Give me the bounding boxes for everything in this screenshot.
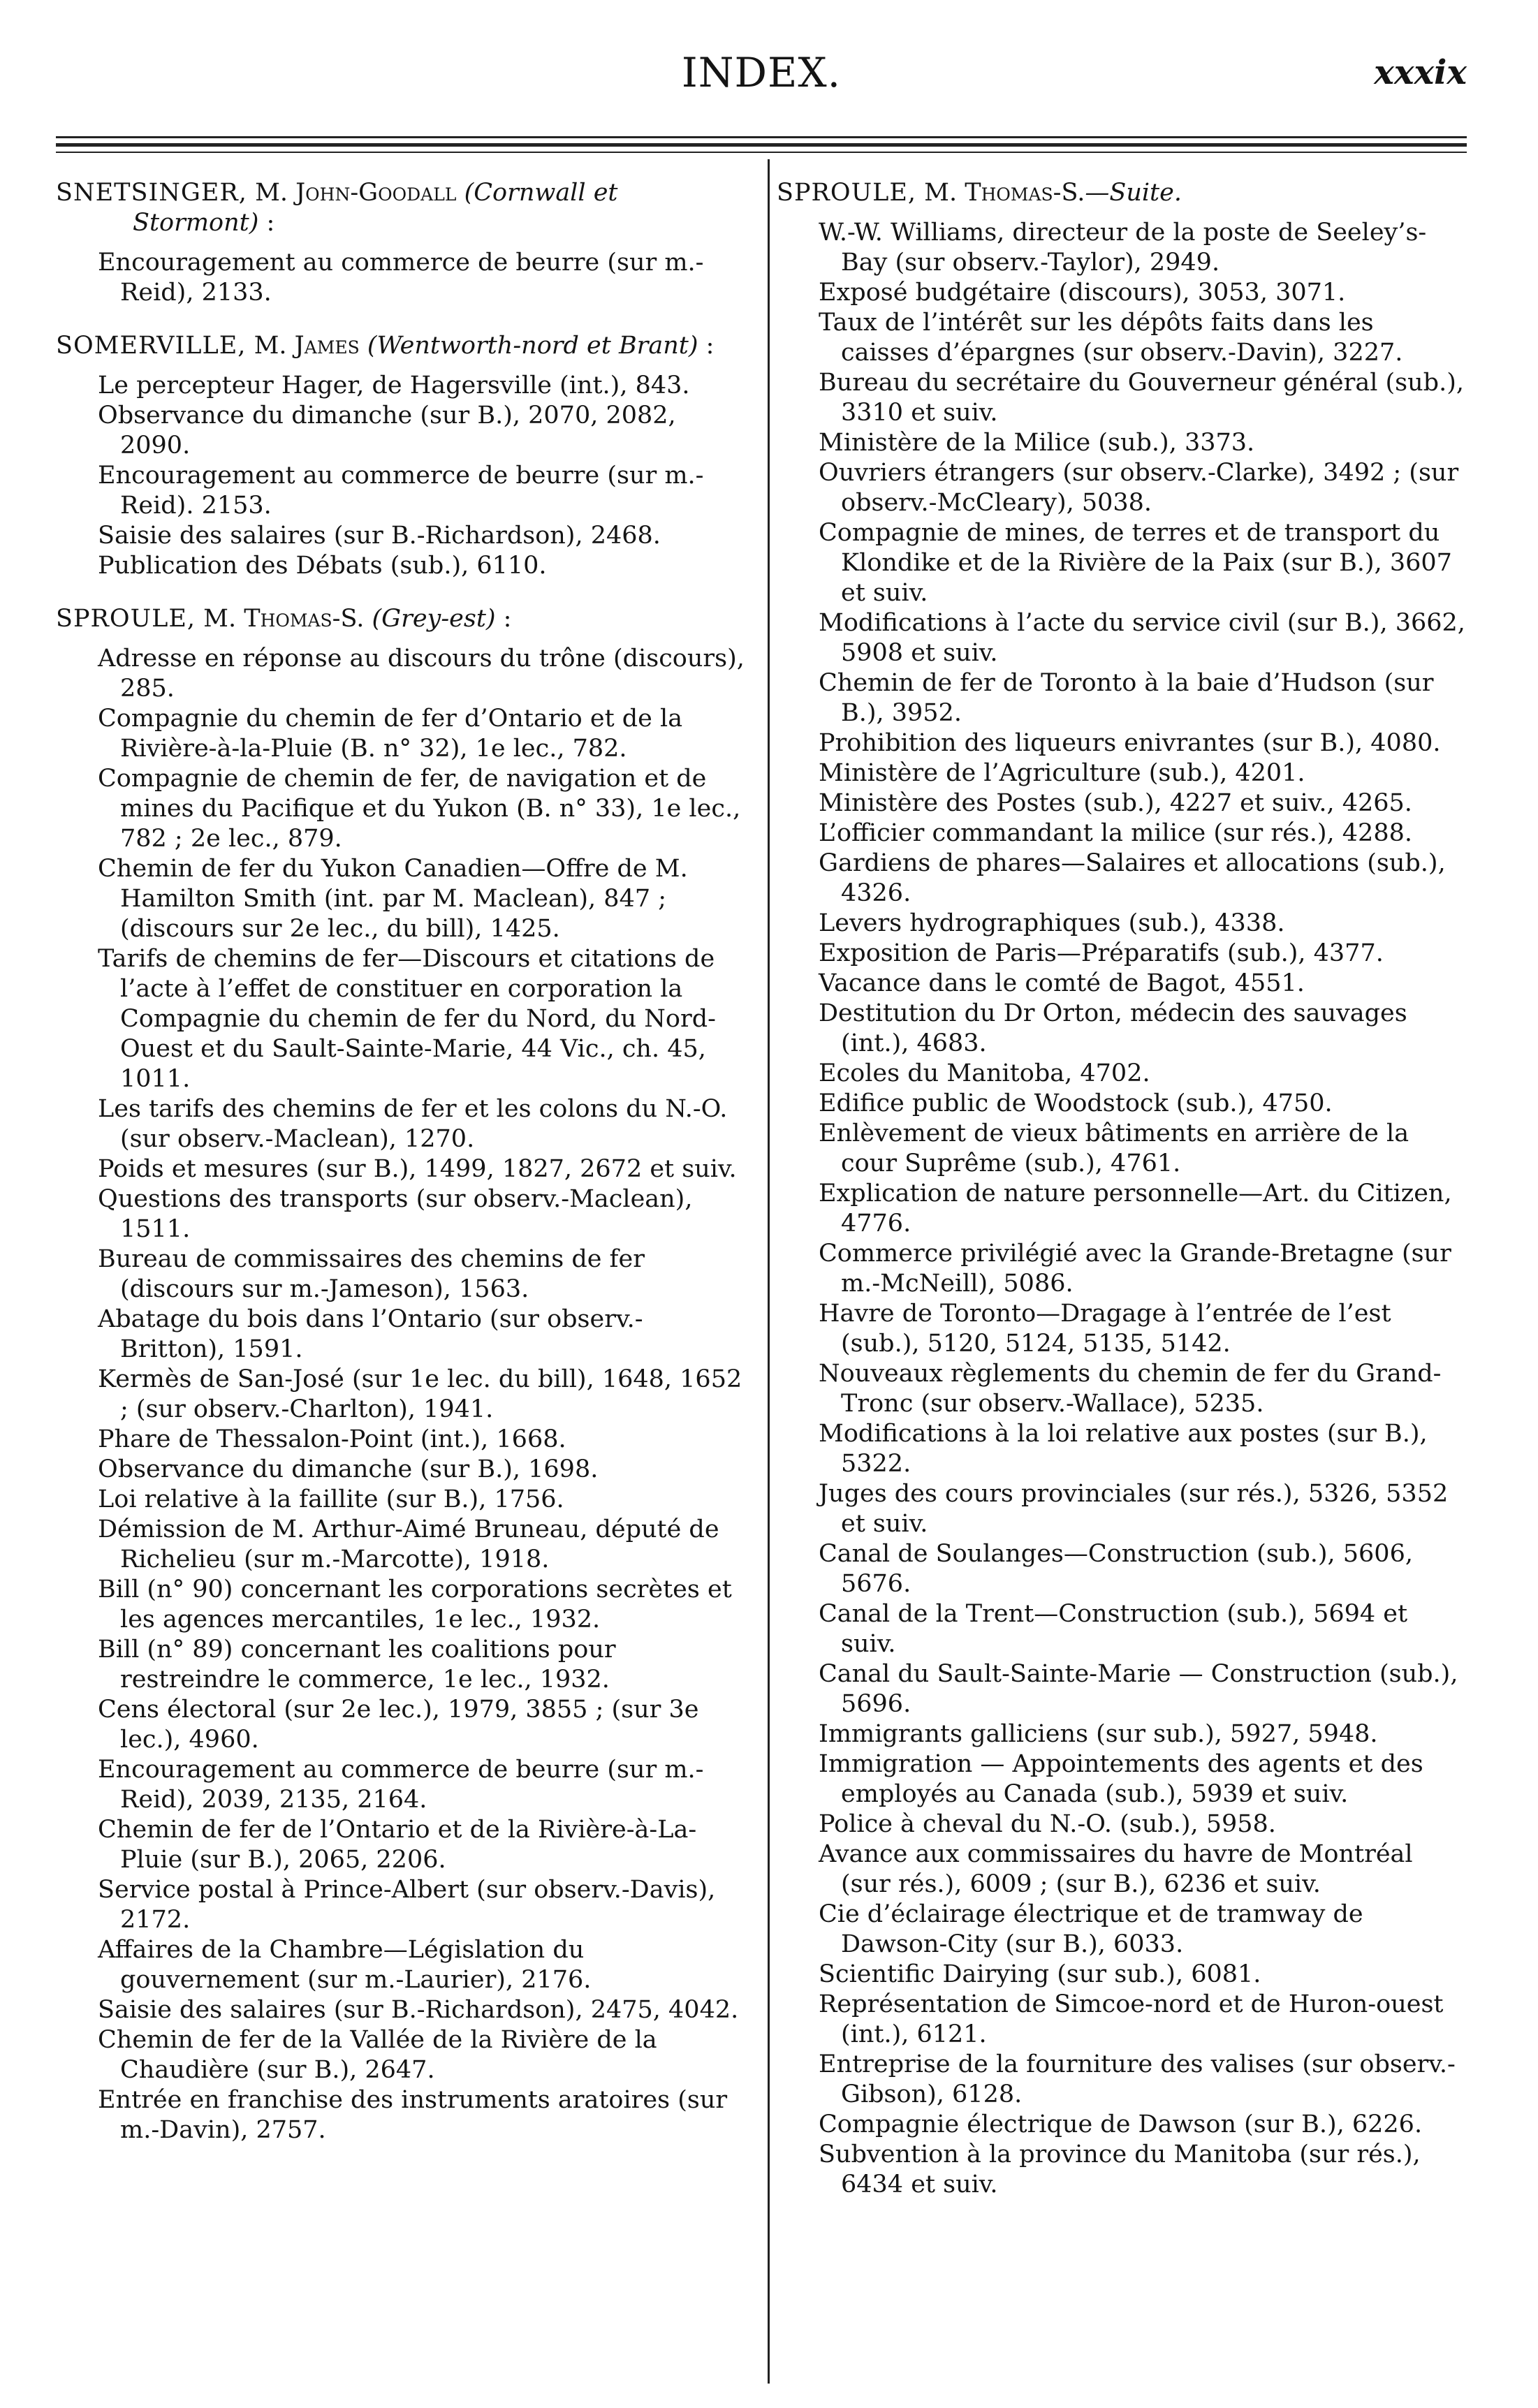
index-entry — [56, 331, 747, 581]
index-reference: Edifice public de Woodstock (sub.), 4750. — [819, 1089, 1333, 1117]
index-reference: Scientific Dairying (sur sub.), 6081. — [819, 1960, 1261, 1988]
index-entry — [777, 178, 1468, 2200]
index-reference: Adresse en réponse au discours du trône (discours), 285. — [98, 645, 745, 703]
index-reference: Tarifs de chemins de fer—Discours et citations de l’acte à l’effet de constituer en corporation la Compagnie du chemin de fer du Nord, du Nord-Ouest et du Sault-Sainte-Marie, 44 Vic., ch. 45, 1011. — [98, 945, 716, 1093]
index-reference: Police à cheval du N.-O. (sub.), 5958. — [819, 1810, 1276, 1838]
index-reference: Avance aux commissaires du havre de Montréal (sur rés.), 6009 ; (sur B.), 6236 et suiv. — [819, 1840, 1413, 1898]
index-reference: Représentation de Simcoe-nord et de Huron-ouest (int.), 6121. — [819, 1990, 1444, 2048]
index-reference: Cie d’éclairage électrique et de tramway de Dawson-City (sur B.), 6033. — [819, 1900, 1363, 1958]
index-reference: Chemin de fer de Toronto à la baie d’Hudson (sur B.), 3952. — [819, 669, 1434, 727]
index-reference: Service postal à Prince-Albert (sur observ.-Davis), 2172. — [98, 1876, 716, 1934]
index-reference: Kermès de San-José (sur 1e lec. du bill), 1648, 1652 ; (sur observ.-Charlton), 1941. — [98, 1365, 742, 1423]
heading-colon: : — [258, 209, 275, 237]
index-reference: Bill (n° 89) concernant les coalitions pour restreindre le commerce, 1e lec., 1932. — [98, 1636, 616, 1694]
index-reference: Vacance dans le comté de Bagot, 4551. — [819, 969, 1305, 997]
entry-heading — [777, 178, 1468, 208]
member-riding: (Cornwall et Stormont) — [133, 179, 618, 237]
index-reference: Entrée en franchise des instruments aratoires (sur m.-Davin), 2757. — [98, 2086, 728, 2144]
index-reference: W.-W. Williams, directeur de la poste de Seeley’s-Bay (sur observ.-Taylor), 2949. — [819, 219, 1427, 277]
index-reference: Ecoles du Manitoba, 4702. — [819, 1059, 1150, 1087]
index-reference: Entreprise de la fourniture des valises (sur observ.-Gibson), 6128. — [819, 2050, 1456, 2108]
index-reference: Ministère de la Milice (sub.), 3373. — [819, 429, 1255, 457]
index-reference: Poids et mesures (sur B.), 1499, 1827, 2672 et suiv. — [98, 1155, 737, 1183]
page-number: xxxix — [1374, 53, 1467, 92]
heading-colon: : — [495, 605, 512, 633]
index-entry — [56, 178, 747, 308]
index-reference: Destitution du Dr Orton, médecin des sauvages (int.), 4683. — [819, 999, 1407, 1057]
index-reference: Chemin de fer du Yukon Canadien—Offre de M. Hamilton Smith (int. par M. Maclean), 847 ; (discours sur 2e lec., du bill), 1425. — [98, 855, 688, 943]
index-reference: Cens électoral (sur 2e lec.), 1979, 3855 ; (sur 3e lec.), 4960. — [98, 1696, 699, 1754]
left-column — [56, 178, 747, 2168]
index-reference: Canal de Soulanges—Construction (sub.), 5606, 5676. — [819, 1540, 1413, 1598]
entry-heading — [56, 178, 747, 238]
index-reference: Bureau de commissaires des chemins de fer (discours sur m.-Jameson), 1563. — [98, 1245, 645, 1303]
index-reference: Prohibition des liqueurs enivrantes (sur B.), 4080. — [819, 729, 1441, 757]
continuation-label: —Suite. — [1085, 179, 1182, 207]
member-surname: SNETSINGER, — [56, 179, 247, 207]
member-riding: (Grey-est) — [372, 605, 496, 633]
index-reference: Encouragement au commerce de beurre (sur m.-Reid), 2133. — [98, 249, 704, 307]
index-reference: Démission de M. Arthur-Aimé Bruneau, député de Richelieu (sur m.-Marcotte), 1918. — [98, 1515, 719, 1573]
index-reference: Explication de nature personnelle—Art. du Citizen, 4776. — [819, 1180, 1452, 1238]
index-reference: Ouvriers étrangers (sur observ.-Clarke), 3492 ; (sur observ.-McCleary), 5038. — [819, 459, 1459, 517]
index-reference: Modifications à la loi relative aux postes (sur B.), 5322. — [819, 1420, 1428, 1478]
index-reference: Juges des cours provinciales (sur rés.), 5326, 5352 et suiv. — [819, 1480, 1449, 1538]
index-reference: Publication des Débats (sub.), 6110. — [98, 552, 547, 580]
index-reference: Ministère des Postes (sub.), 4227 et suiv., 4265. — [819, 789, 1412, 817]
index-reference: Encouragement au commerce de beurre (sur m.-Reid). 2153. — [98, 462, 704, 520]
column-divider — [768, 159, 770, 2384]
member-name: M. James — [254, 332, 360, 360]
index-reference: Exposition de Paris—Préparatifs (sub.), 4377. — [819, 939, 1384, 967]
member-surname: SPROULE, — [777, 179, 916, 207]
index-reference: Questions des transports (sur observ.-Maclean), 1511. — [98, 1185, 693, 1243]
index-reference: Saisie des salaires (sur B.-Richardson), 2468. — [98, 522, 661, 550]
index-reference: Compagnie du chemin de fer d’Ontario et de la Rivière-à-la-Pluie (B. n° 32), 1e lec., 782. — [98, 705, 683, 763]
index-reference: Canal de la Trent—Construction (sub.), 5694 et suiv. — [819, 1600, 1408, 1658]
index-reference: Commerce privilégié avec la Grande-Bretagne (sur m.-McNeill), 5086. — [819, 1240, 1451, 1298]
index-reference: Canal du Sault-Sainte-Marie — Construction (sub.), 5696. — [819, 1660, 1458, 1718]
member-name: M. Thomas-S. — [203, 605, 365, 633]
index-reference: Bill (n° 90) concernant les corporations secrètes et les agences mercantiles, 1e lec., 1932. — [98, 1576, 732, 1634]
index-reference: Havre de Toronto—Dragage à l’entrée de l’est (sub.), 5120, 5124, 5135, 5142. — [819, 1300, 1391, 1358]
index-reference: Observance du dimanche (sur B.), 2070, 2082, 2090. — [98, 402, 676, 460]
page-header — [56, 49, 1467, 119]
index-reference: Bureau du secrétaire du Gouverneur général (sub.), 3310 et suiv. — [819, 369, 1464, 427]
index-reference: Immigrants galliciens (sur sub.), 5927, 5948. — [819, 1720, 1378, 1748]
index-reference: Subvention à la province du Manitoba (sur rés.), 6434 et suiv. — [819, 2141, 1421, 2198]
index-reference: Compagnie de mines, de terres et de transport du Klondike et de la Rivière de la Paix (sur B.), 3607 et suiv. — [819, 519, 1452, 607]
index-reference: Nouveaux règlements du chemin de fer du Grand-Tronc (sur observ.-Wallace), 5235. — [819, 1360, 1442, 1418]
index-reference: Les tarifs des chemins de fer et les colons du N.-O. (sur observ.-Maclean), 1270. — [98, 1095, 728, 1153]
page-title: INDEX. — [681, 49, 842, 96]
header-rule — [56, 136, 1467, 156]
index-reference: Taux de l’intérêt sur les dépôts faits dans les caisses d’épargnes (sur observ.-Davin), 3227. — [819, 309, 1403, 367]
member-name: M. Thomas-S. — [924, 179, 1085, 207]
index-entry — [56, 604, 747, 2145]
member-riding: (Wentworth-nord et Brant) — [367, 332, 698, 360]
index-reference: Loi relative à la faillite (sur B.), 1756. — [98, 1485, 564, 1513]
index-reference: Saisie des salaires (sur B.-Richardson), 2475, 4042. — [98, 1996, 739, 2024]
index-reference: Observance du dimanche (sur B.), 1698. — [98, 1455, 599, 1483]
member-surname: SPROULE, — [56, 605, 196, 633]
index-reference: Levers hydrographiques (sub.), 4338. — [819, 909, 1285, 937]
entry-heading — [56, 604, 747, 634]
index-reference: Compagnie électrique de Dawson (sur B.), 6226. — [819, 2110, 1423, 2138]
index-reference: Modifications à l’acte du service civil (sur B.), 3662, 5908 et suiv. — [819, 609, 1465, 667]
index-reference: Gardiens de phares—Salaires et allocations (sub.), 4326. — [819, 849, 1446, 907]
heading-colon: : — [698, 332, 715, 360]
index-reference: Affaires de la Chambre—Législation du gouvernement (sur m.-Laurier), 2176. — [98, 1936, 592, 1994]
index-reference: L’officier commandant la milice (sur rés.), 4288. — [819, 819, 1412, 847]
index-reference: Immigration — Appointements des agents et des employés au Canada (sub.), 5939 et suiv. — [819, 1750, 1423, 1808]
index-reference: Le percepteur Hager, de Hagersville (int.), 843. — [98, 372, 690, 399]
index-reference: Phare de Thessalon-Point (int.), 1668. — [98, 1425, 566, 1453]
index-reference: Chemin de fer de la Vallée de la Rivière de la Chaudière (sur B.), 2647. — [98, 2026, 657, 2084]
index-reference: Exposé budgétaire (discours), 3053, 3071. — [819, 279, 1346, 307]
index-reference: Ministère de l’Agriculture (sub.), 4201. — [819, 759, 1305, 787]
member-surname: SOMERVILLE, — [56, 332, 247, 360]
index-reference: Chemin de fer de l’Ontario et de la Rivière-à-La-Pluie (sur B.), 2065, 2206. — [98, 1816, 697, 1874]
entry-heading — [56, 331, 747, 361]
index-reference: Abatage du bois dans l’Ontario (sur observ.-Britton), 1591. — [98, 1305, 643, 1363]
index-reference: Enlèvement de vieux bâtiments en arrière de la cour Suprême (sub.), 4761. — [819, 1119, 1409, 1177]
index-reference: Encouragement au commerce de beurre (sur m.-Reid), 2039, 2135, 2164. — [98, 1756, 704, 1814]
member-name: M. John-Goodall — [255, 179, 457, 207]
index-reference: Compagnie de chemin de fer, de navigation et de mines du Pacifique et du Yukon (B. n° 33), 1e lec., 782 ; 2e lec., 879. — [98, 765, 741, 853]
right-column — [777, 178, 1468, 2223]
